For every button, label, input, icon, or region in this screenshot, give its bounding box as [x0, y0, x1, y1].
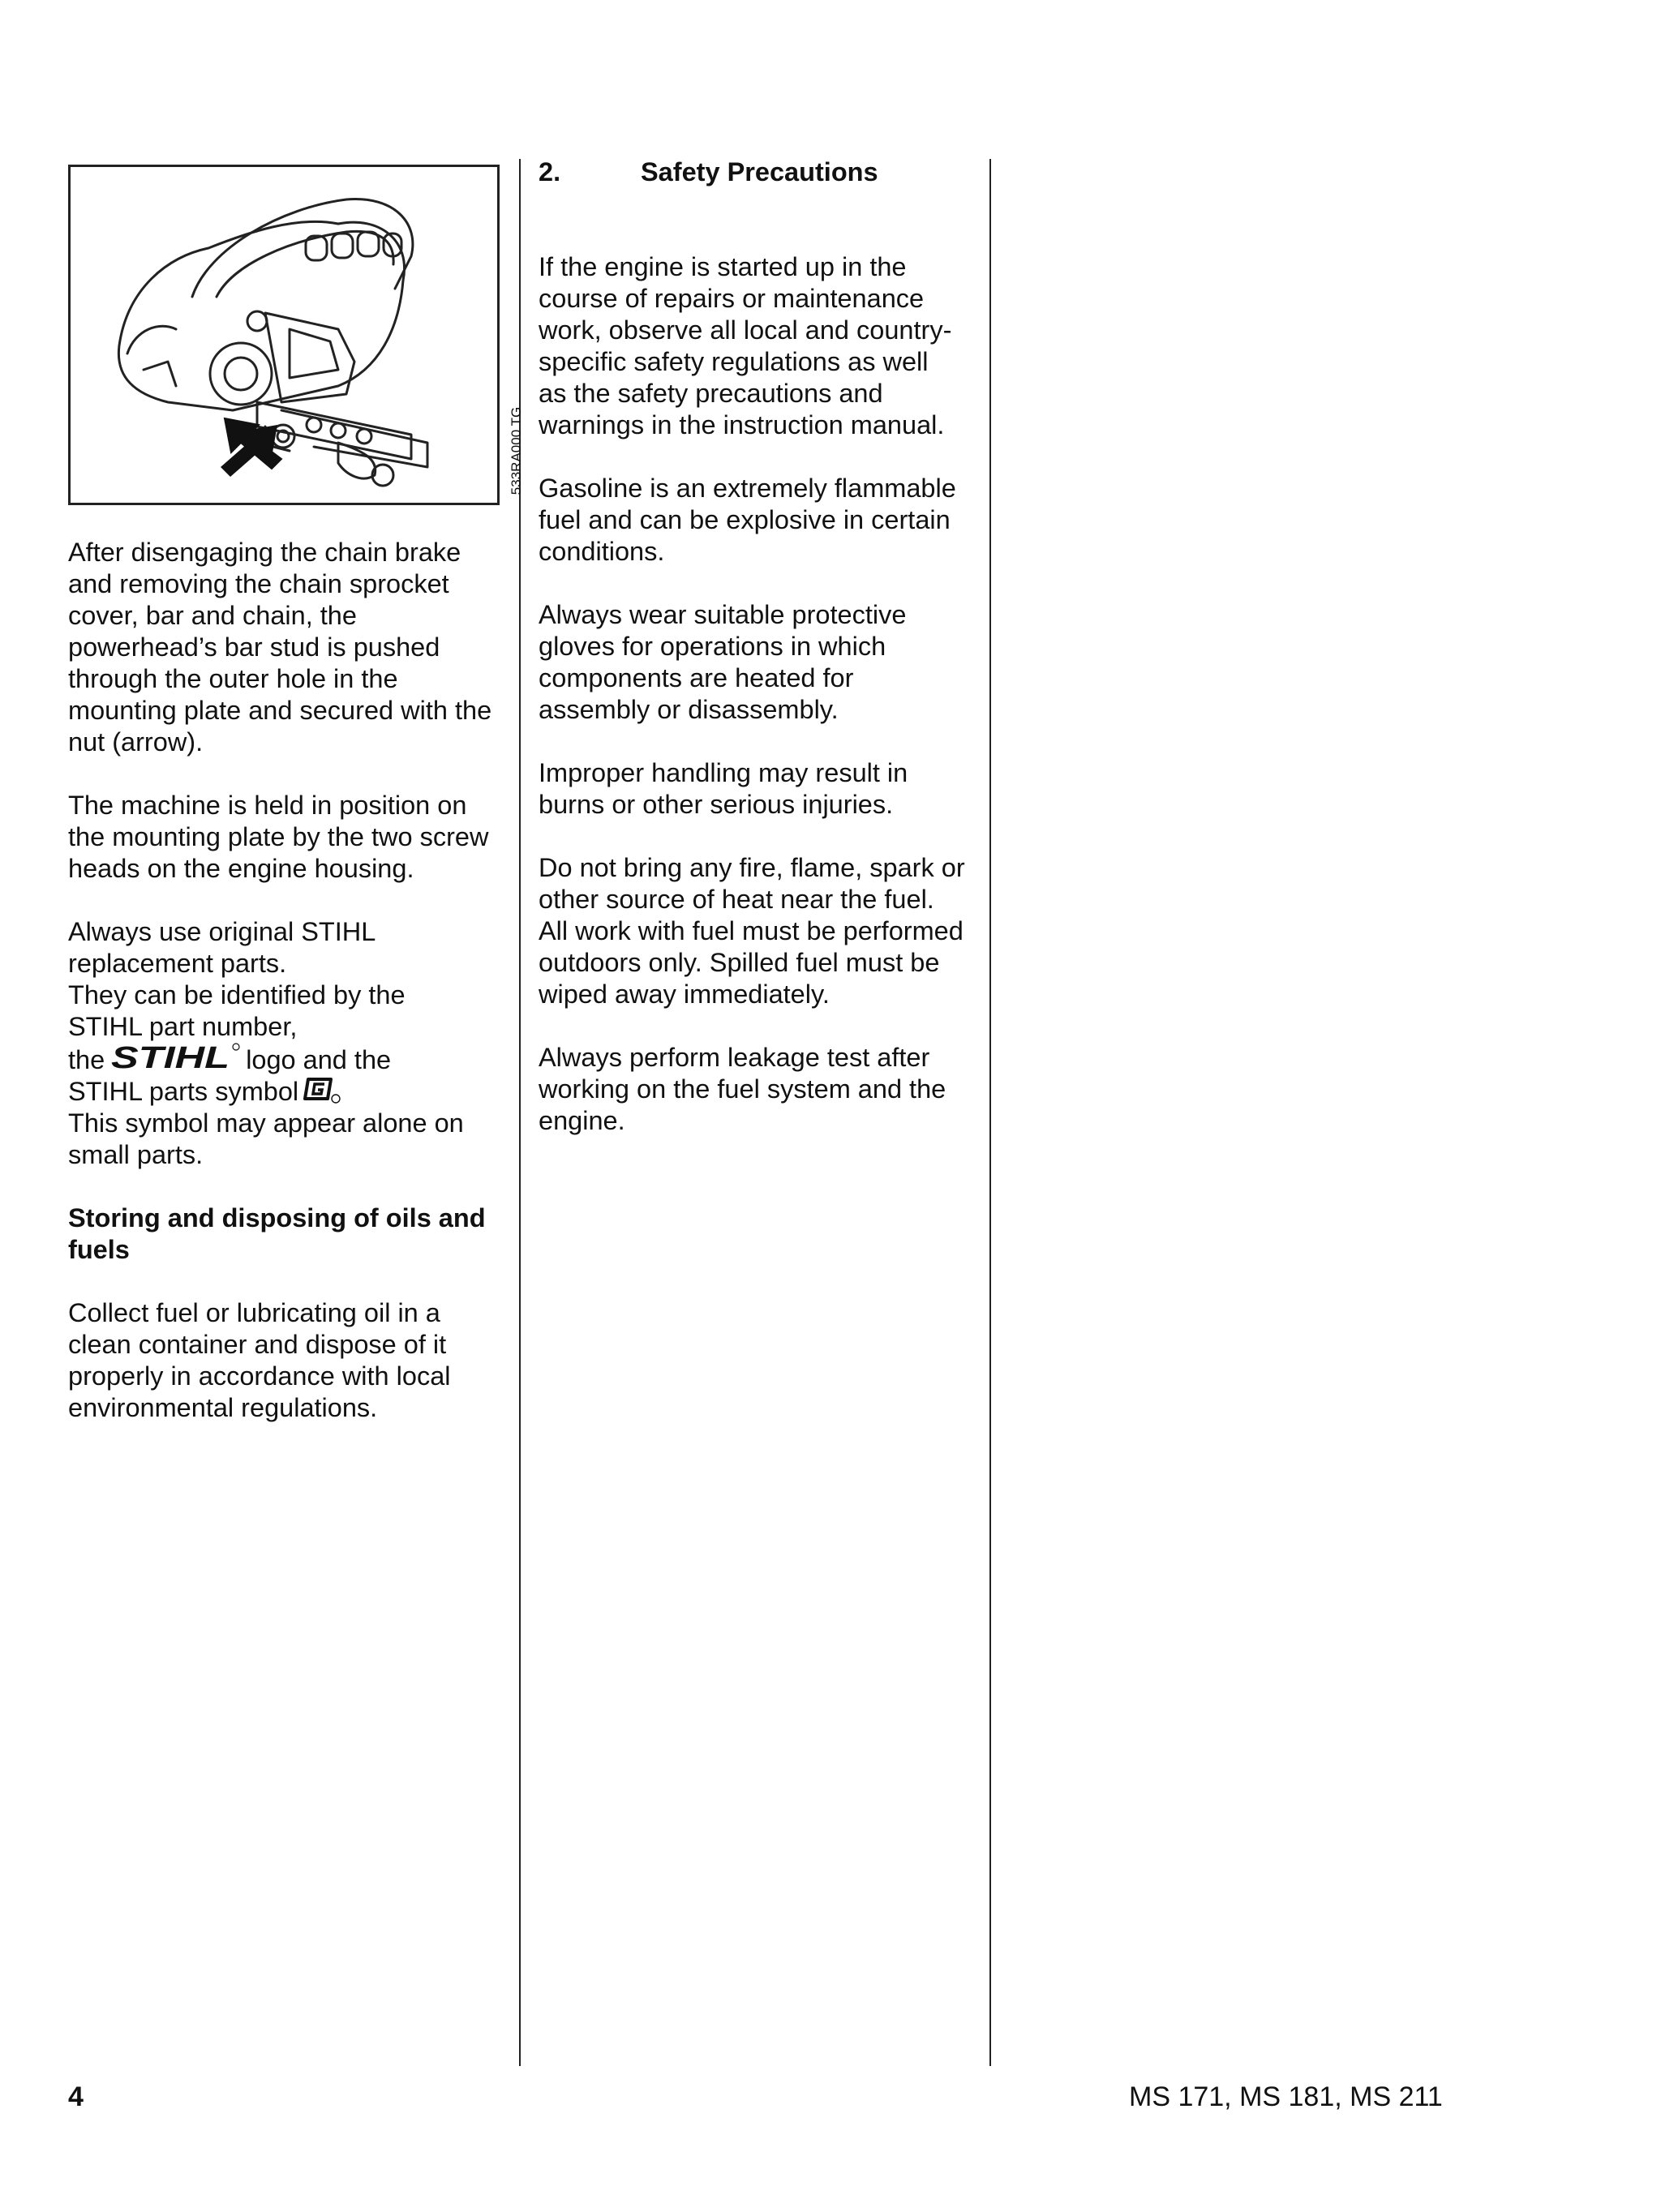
text-line: Storing and disposing of oils and	[68, 1203, 486, 1232]
text-line: conditions.	[539, 537, 665, 566]
text-line: the mounting plate by the two screw	[68, 822, 489, 851]
text-line: STIHL part number,	[68, 1012, 298, 1041]
model-list: MS 171, MS 181, MS 211	[1129, 2081, 1443, 2112]
text-line: They can be identified by the	[68, 980, 406, 1010]
text-line: burns or other serious injuries.	[539, 790, 894, 819]
text-line: Improper handling may result in	[539, 758, 908, 787]
chainsaw-illustration	[71, 167, 497, 503]
text-line: All work with fuel must be performed	[539, 916, 964, 945]
text-line: Always use original STIHL	[68, 917, 376, 946]
page-number: 4	[68, 2081, 84, 2112]
text-line: wiped away immediately.	[539, 980, 830, 1009]
text-fragment: the	[68, 1045, 105, 1074]
text-line: assembly or disassembly.	[539, 695, 839, 724]
text-line: Always perform leakage test after	[539, 1043, 930, 1072]
paragraph-parts	[68, 916, 498, 1171]
text-line: fuel and can be explosive in certain	[539, 505, 951, 534]
text-line: outdoors only. Spilled fuel must be	[539, 948, 940, 977]
text-line: If the engine is started up in the	[539, 252, 907, 281]
text-line: cover, bar and chain, the	[68, 601, 357, 630]
logo-line	[68, 1043, 498, 1076]
text-line: other source of heat near the fuel.	[539, 885, 934, 914]
paragraph-handling	[539, 757, 976, 821]
text-line: through the outer hole in the	[68, 664, 398, 693]
text-line: components are heated for	[539, 663, 854, 692]
text-line: environmental regulations.	[68, 1393, 378, 1422]
stihl-logo-text: STIHL	[111, 1041, 230, 1075]
text-line: After disengaging the chain brake	[68, 538, 461, 567]
stihl-logo-icon	[109, 1041, 241, 1075]
text-line: warnings in the instruction manual.	[539, 410, 945, 439]
stihl-parts-symbol-icon	[303, 1076, 342, 1104]
figure-code: 533RA000 TG	[508, 406, 524, 495]
text-line: clean container and dispose of it	[68, 1330, 447, 1359]
text-line: replacement parts.	[68, 949, 287, 978]
text-line: Gasoline is an extremely flammable	[539, 474, 956, 503]
paragraph-position	[68, 790, 498, 885]
section-number: 2.	[539, 157, 561, 186]
text-line: properly in accordance with local	[68, 1361, 451, 1391]
text-line: The machine is held in position on	[68, 791, 467, 820]
text-line: small parts.	[68, 1140, 204, 1169]
paragraph-safety-regulations	[539, 251, 976, 441]
text-line: as the safety precautions and	[539, 379, 883, 408]
text-line: This symbol may appear alone on	[68, 1108, 464, 1138]
symbol-line	[68, 1076, 498, 1108]
text-line: mounting plate and secured with the	[68, 696, 492, 725]
text-line: heads on the engine housing.	[68, 854, 414, 883]
text-fragment: STIHL parts symbol	[68, 1077, 299, 1106]
middle-column	[539, 156, 976, 1168]
paragraph-gloves	[539, 599, 976, 726]
text-line: Do not bring any fire, flame, spark or	[539, 853, 965, 882]
paragraph-mounting	[68, 537, 498, 758]
text-line: work, observe all local and country-	[539, 315, 952, 345]
text-line: fuels	[68, 1235, 130, 1264]
text-line: and removing the chain sprocket	[68, 569, 449, 598]
text-line: course of repairs or maintenance	[539, 284, 925, 313]
storage-heading	[68, 1202, 498, 1266]
section-title: Safety Precautions	[641, 157, 878, 186]
paragraph-leakage	[539, 1042, 976, 1137]
text-line: specific safety regulations as well	[539, 347, 929, 376]
chainsaw-mounting-figure	[68, 165, 524, 505]
paragraph-fire	[539, 852, 976, 1010]
paragraph-disposal	[68, 1297, 498, 1424]
text-line: gloves for operations in which	[539, 632, 886, 661]
paragraph-gasoline	[539, 473, 976, 568]
left-column	[68, 537, 498, 1455]
text-line: engine.	[539, 1106, 625, 1135]
text-line: powerhead’s bar stud is pushed	[68, 632, 440, 662]
text-line: nut (arrow).	[68, 727, 204, 757]
text-line: Collect fuel or lubricating oil in a	[68, 1298, 440, 1327]
text-line: working on the fuel system and the	[539, 1074, 946, 1104]
column-divider-right	[989, 159, 991, 2066]
text-fragment: logo and the	[246, 1045, 392, 1074]
text-line: Always wear suitable protective	[539, 600, 907, 629]
section-heading	[539, 156, 976, 188]
